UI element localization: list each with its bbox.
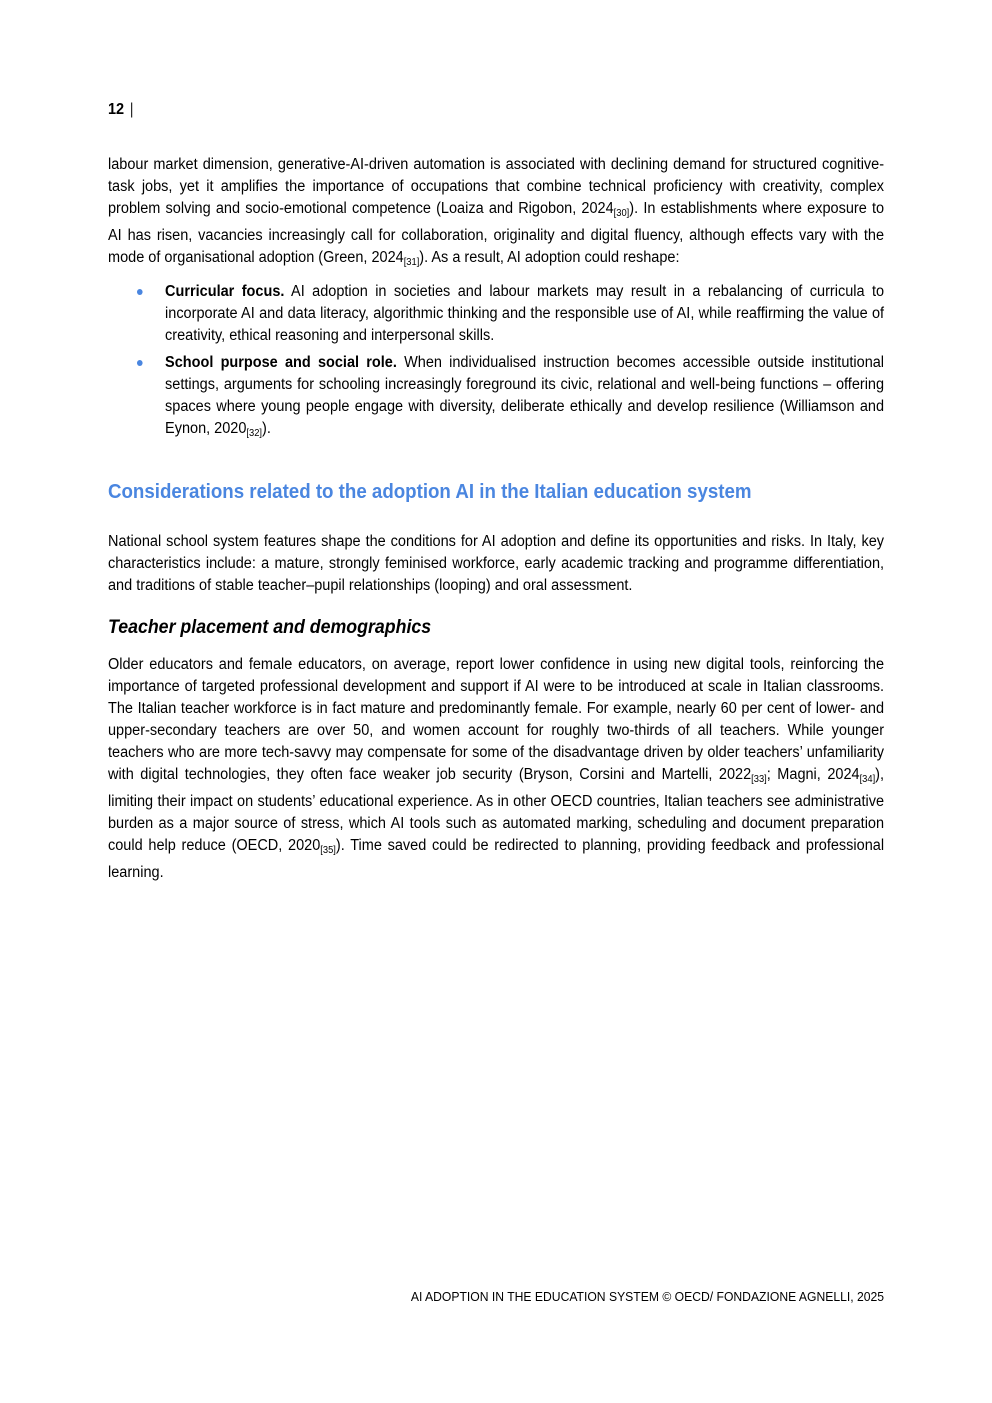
bullet-item-school-purpose — [165, 352, 884, 445]
paragraph-teacher-demographics: Older educators and female educators, on average, report lower confidence in using new digital tools, reinforcing the importance of targeted professional development and support if AI were to be introduced at scale in Italian classrooms. The Italian teacher workforce is in fact mature and predominantly female. For example, nearly 60 per cent of lower- and upper-secondary teachers are over 50, and women account for roughly two-thirds of all teachers. While younger teachers who are more tech-savvy may compensate for some of the disadvantage driven by older teachers’ unfamiliarity with digital technologies, they often face weaker job security (Bryson, Corsini and Martelli, 2022[33]; Magni, 2024[34]), limiting their impact on students’ educational experience. As in other OECD countries, Italian teachers see administrative burden as a major source of stress, which AI tools such as automated marking, scheduling and document preparation could help reduce (OECD, 2020[35]). Time saved could be redirected to planning, providing feedback and professional learning. — [108, 656, 885, 881]
page-header — [108, 99, 884, 121]
bullet-dot-icon — [137, 360, 143, 366]
bullet-list — [108, 281, 884, 445]
paragraph-national-system: National school system features shape the conditions for AI adoption and define its opportunities and risks. In Italy, key characteristics include: a mature, strongly feminised workforce, early academic tracking and programme differentiation, and traditions of stable teacher–pupil relationships (looping) and oral assessment. — [108, 533, 885, 594]
bullet-text: Curricular focus. AI adoption in societies and labour markets may result in a rebalancing of curricula to incorporate AI and data literacy, algorithmic thinking and the responsible use of AI, while reaffirming the value of creativity, ethical reasoning and interpersonal skills. — [165, 283, 885, 344]
page-header-separator: | — [129, 101, 134, 118]
page-number: 12 — [108, 101, 125, 118]
bullet-dot-icon — [137, 289, 143, 295]
bullet-item-curricular-focus — [165, 281, 884, 347]
section-heading: Considerations related to the adoption AI in the Italian education system — [108, 481, 752, 503]
bullet-text: School purpose and social role. When individualised instruction becomes accessible outside institutional settings, arguments for schooling increasingly foreground its civic, relational and well-being functions – offering spaces where young people engage with diversity, deliberate ethically and develop resilience (Williamson and Eynon, 2020[32]). — [165, 354, 885, 439]
subsection-heading: Teacher placement and demographics — [108, 617, 432, 638]
page-footer: AI ADOPTION IN THE EDUCATION SYSTEM © OECD/ FONDAZIONE AGNELLI, 2025 — [410, 1289, 885, 1304]
page-content — [108, 99, 884, 1359]
paragraph-labour-market: labour market dimension, generative-AI-driven automation is associated with declining demand for structured cognitive-task jobs, yet it amplifies the importance of occupations that combine technical proficiency with creativity, complex problem solving and socio-emotional competence (Loaiza and Rigobon, 2024[30]). In establishments where exposure to AI has risen, vacancies increasingly call for collaboration, originality and digital fluency, although effects vary with the mode of organisational adoption (Green, 2024[31]). As a result, AI adoption could reshape: — [108, 156, 885, 268]
